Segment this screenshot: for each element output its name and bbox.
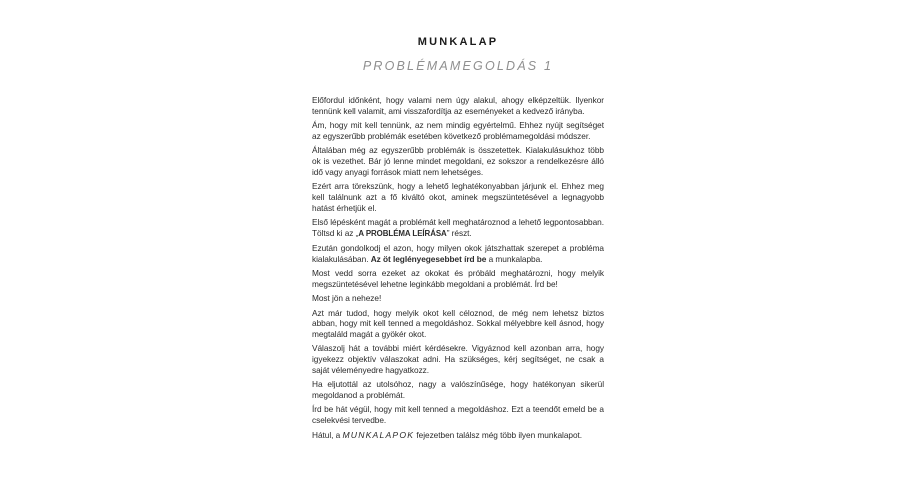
text-segment: Válaszolj hát a további miért kérdésekre. Vigyáznod kell azonban arra, hogy igyekezz objektív válaszokat adni. Ha szükséges, kérj segítséget, ne csak a saját véleményedre hagyatkozz. <box>312 343 604 376</box>
paragraph-4 <box>312 181 604 213</box>
text-segment: Most vedd sorra ezeket az okokat és próbáld meghatározni, hogy melyik megszüntetésével lehetne leginkább megoldani a problémát. Írd be! <box>312 268 604 289</box>
page-title: MUNKALAP <box>417 36 499 48</box>
paragraph-2 <box>312 120 604 142</box>
page-subtitle: PROBLÉMAMEGOLDÁS 1 <box>362 59 554 73</box>
bold-phrase: Az öt leglényegesebbet írd be <box>370 253 487 264</box>
text-segment: Most jön a neheze! <box>312 293 382 304</box>
text-segment: fejezetben találsz még több ilyen munkalapot. <box>414 429 583 440</box>
paragraph-1 <box>312 95 604 117</box>
text-segment: a munkalapba. <box>486 253 543 264</box>
body-text <box>312 95 604 444</box>
text-segment: ” részt. <box>446 227 472 238</box>
bold-section-reference: A PROBLÉMA LEÍRÁSA <box>358 228 447 238</box>
text-segment: Ha eljutottál az utolsóhoz, nagy a valószínűsége, hogy hatékonyan sikerül megoldanod a problémát. <box>312 379 604 401</box>
paragraph-10 <box>312 343 604 375</box>
paragraph-12 <box>312 404 604 426</box>
chapter-reference: MUNKALAPOK <box>342 429 415 440</box>
text-segment: Azt már tudod, hogy melyik okot kell céloznod, de még nem lehetsz biztos abban, hogy mit kell tenned a megoldáshoz. Sokkal mélyebbre kell ásnod, hogy megtaláld magát a gyökér okot. <box>312 307 604 340</box>
text-segment: Ezután gondolkodj el azon, hogy milyen okok játszhattak szerepet a probléma kialakulásában. <box>312 243 604 264</box>
text-segment: Ám, hogy mit kell tennünk, az nem mindig egyértelmű. Ehhez nyújt segítséget az egyszerűbb problémák esetében következő problémamegoldási módszer. <box>312 120 604 141</box>
text-segment: Hátul, a <box>312 429 343 440</box>
paragraph-9 <box>312 308 604 340</box>
text-segment: Általában még az egyszerűbb problémák is összetettek. Kialakulásukhoz több ok is vezethet. Bár jó lenne mindet megoldani, ez sokszor a rendelkezésre álló idő vagy anyagi források miatt nem lehetséges. <box>312 145 604 177</box>
paragraph-3 <box>312 145 604 177</box>
text-segment: Első lépésként magát a problémát kell meghatároznod a lehető legpontosabban. Töltsd ki az „ <box>312 216 604 238</box>
text-segment: Írd be hát végül, hogy mit kell tenned a megoldáshoz. Ezt a teendőt emeld be a cselekvési tervedbe. <box>312 404 604 426</box>
text-segment: Ezért arra törekszünk, hogy a lehető leghatékonyabban járjunk el. Ehhez meg kell találnunk azt a fő kiváltó okot, aminek megszüntetésével a legnagyobb hatást érhetjük el. <box>312 181 604 213</box>
paragraph-11 <box>312 379 604 401</box>
paragraph-8 <box>312 293 604 304</box>
text-segment: Előfordul időnként, hogy valami nem úgy alakul, ahogy elképzeltük. Ilyenkor tennünk kell valamit, ami visszafordítja az eseményeket a kedvező irányba. <box>312 95 604 116</box>
paragraph-13 <box>312 430 604 441</box>
paragraph-6 <box>312 243 604 265</box>
paragraph-7 <box>312 268 604 290</box>
paragraph-5 <box>312 217 604 240</box>
